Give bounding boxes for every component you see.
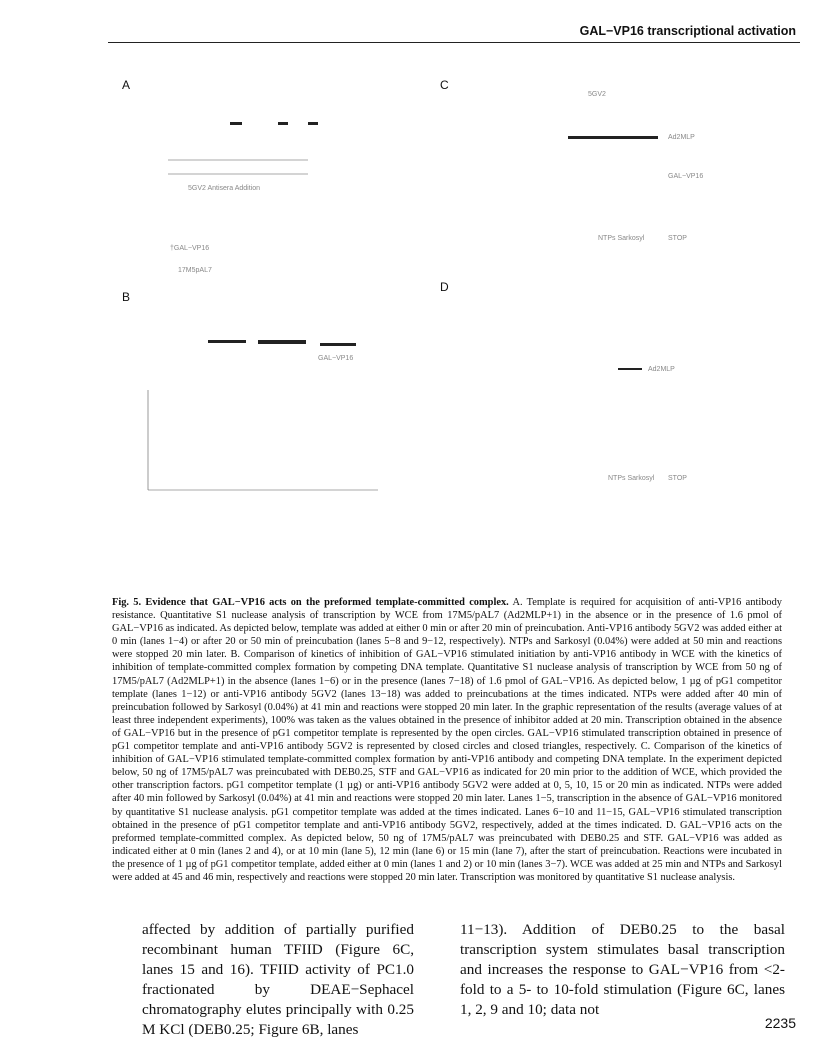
gel-band xyxy=(618,368,642,370)
caption-title: Evidence that GAL−VP16 acts on the preformed template-committed complex. xyxy=(145,597,509,608)
species-label: 17M5pAL7 xyxy=(178,267,212,274)
caption-panel-d: D. GAL−VP16 acts on the preformed template-committed complex. As depicted below, 50 ng of 17M5/pAL7 was preincubated with DEB0.25 and STF. GAL−VP16 was added as indicated either at 0 min (lanes 2 and 4), or at 10 min (lane 5), 12 min (lane 6) or 15 min (lane 7), after the start of preincubation. Reactions were incubated in the presence of 1 µg of pG1 competitor template, added either at 0 min (lanes 1 and 2) or 10 min (lanes 3−7). WCE was added at 25 min and NTPs and Sarkosyl were added at 45 and 46 min, respectively and reactions were stopped 20 min later. Transcription was monitored by quantitative S1 nuclease analysis. xyxy=(112,819,782,883)
panel-label-a: A xyxy=(122,78,131,92)
gel-band xyxy=(230,122,242,125)
caption-panel-b: B. Comparison of kinetics of inhibition of GAL−VP16 stimulated initiation by anti-VP16 antibody in WCE with the kinetics of inhibition of template-committed complex formation by competing DNA template. Quantitative S1 nuclease analysis of transcription by WCE from 50 ng of 17M5/pAL7 (Ad2MLP+1) in the absence (lanes 1−6) or in the presence (lanes 7−18) of 1.6 pmol of GAL−VP16. As depicted below, 1 µg of pG1 competitor template (lanes 1−12) or anti-VP16 antibody 5GV2 (lanes 13−18) was added to preincubations at the times indicated. NTPs were added after 40 min of preincubation followed by Sarkosyl (0.04%) at 41 min and reactions were stopped 20 min later. In the graphic representation of the results (average values of at least three independent experiments), 100% was taken as the values obtained in the presence of inhibitor added at 20 min. Transcription obtained in the absence of GAL−VP16 but in the presence of pG1 competitor template is represented by the open circles. GAL−VP16 stimulated transcription obtained in presence of pG1 competitor template and anti-VP16 antibody 5GV2 is represented by closed circles and closed triangles, respectively. xyxy=(112,649,782,753)
lane-label: STOP xyxy=(668,475,687,482)
body-text-left: affected by addition of partially purified recombinant human TFIID (Figure 6C, lanes 15 and 16). TFIID activity of PC1.0 fractionated by DEAE−Sephacel chromatography elutes principally with 0.25 M KCl (DEB0.25; Figure 6B, lanes xyxy=(142,921,414,1038)
species-label: GAL−VP16 xyxy=(318,355,354,362)
panel-label-b: B xyxy=(122,290,131,304)
lane-label: GAL−VP16 xyxy=(668,173,704,180)
caption-panel-c: C. Comparison of the kinetics of inhibition of GAL−VP16 stimulated template-committed complex formation by anti-VP16 antibody and competing DNA template. In the experiment depicted below, 50 ng of 17M5/pAL7 was preincubated with DEB0.25, STF and GAL−VP16 as indicated for 20 min prior to the addition of WCE, which provided the other transcription factors. pG1 competitor template (1 µg) or anti-VP16 antibody 5GV2 were added at 0, 5, 10, 15 or 20 min as indicated. NTPs were added after 40 min followed by Sarkosyl (0.04%) at 41 min and reactions were stopped 20 min later. Lanes 1−5, transcription in the absence of GAL−VP16 monitored by quantitative S1 nuclease analysis. pG1 competitor template was added at the times indicated. Lanes 6−10 and 11−15, GAL−VP16 stimulated transcription obtained in the presence of pG1 competitor template and anti-VP16 antibody 5GV2, respectively, added at the times indicated. xyxy=(112,741,783,831)
gel-band xyxy=(308,122,318,125)
marker-label: Ad2MLP xyxy=(648,366,675,373)
gel-band xyxy=(320,343,356,346)
panel-b-gel xyxy=(148,340,378,490)
panel-c-gel xyxy=(568,91,703,242)
antibody-label: 5GV2 Antisera Addition xyxy=(188,185,260,192)
gel-band xyxy=(258,340,306,344)
lane-label: 5GV2 xyxy=(588,91,606,98)
marker-label: Ad2MLP xyxy=(668,134,695,141)
panel-label-c: C xyxy=(440,78,449,92)
lane-label: NTPs Sarkosyl xyxy=(598,235,645,242)
caption-panel-a: A. Template is required for acquisition of anti-VP16 antibody resistance. Quantitative S1 nuclease analysis of transcription by WCE from 17M5/pAL7 (Ad2MLP+1) in the absence or in the presence of 1.6 pmol of GAL−VP16 as indicated. As depicted below, template was added at either 0 min or after 20 min of preincubation. Anti-VP16 antibody 5GV2 was added either at 0 min (lanes 1−4) or after 20 or 50 min of preincubation (lanes 5−8 and 9−12, respectively). NTPs and Sarkosyl (0.04%) were added at 50 min and reactions were stopped 20 min later. xyxy=(112,597,782,661)
gel-band xyxy=(208,340,246,343)
species-label: †GAL−VP16 xyxy=(170,245,210,252)
body-text-right: 11−13). Addition of DEB0.25 to the basal transcription system stimulates basal transcription and increases the response to GAL−VP16 from <2-fold to a 5- to 10-fold stimulation (Figure 6C, lanes 1, 2, 9 and 10; data not xyxy=(460,921,785,1018)
panel-a-gel xyxy=(168,122,318,274)
figure-caption xyxy=(112,596,782,884)
figure-gel-panels xyxy=(108,60,798,600)
lane-label: NTPs Sarkosyl xyxy=(608,475,655,482)
panel-d-gel xyxy=(608,366,687,482)
page-number: 2235 xyxy=(764,1015,796,1031)
running-header: GAL−VP16 transcriptional activation xyxy=(579,24,796,38)
lane-label: STOP xyxy=(668,235,687,242)
gel-band xyxy=(278,122,288,125)
header-rule xyxy=(108,42,800,43)
caption-label: Fig. 5. xyxy=(112,597,142,608)
gel-band xyxy=(568,136,658,139)
panel-label-d: D xyxy=(440,280,449,294)
